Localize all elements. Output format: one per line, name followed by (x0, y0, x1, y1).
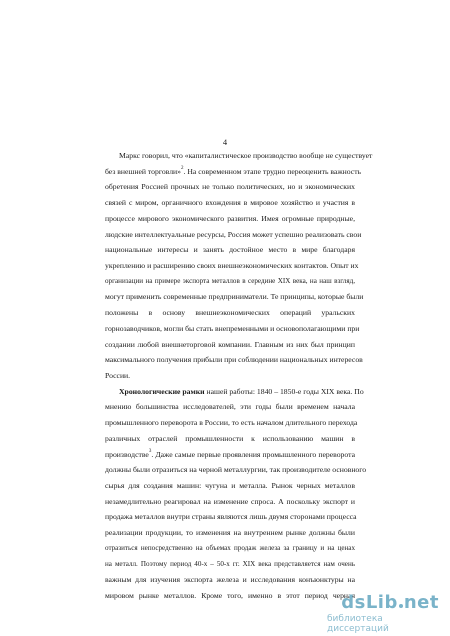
text-line: связей с миром, органичного вхождения в мировое хозяйство и участия в (105, 198, 355, 208)
site-watermark (327, 592, 439, 634)
text-line: производстве$^3$. Даже самые первые проявления промышленного переворота (105, 448, 355, 459)
footnote-ref: 2 (181, 165, 184, 171)
text-line: на металл. Поэтому период 40-х – 50-х гг. XIX века представляется нам очень (105, 559, 355, 568)
text-line: Хронологические рамки нашей работы: 1840 – 1850-е годы XIX века. По (119, 386, 364, 396)
text-line: максимального получения прибыли при соблюдении национальных интересов (105, 355, 363, 365)
text-line: без внешней торговли»$^2$. На современном этапе трудно переоценить важность (105, 165, 362, 176)
text-line: сырья для создания машин: чугуна и металла. Рынок черных металлов (105, 481, 355, 490)
text-line: обретения Россией прочных не только политических, но и экономических (105, 182, 355, 192)
text-line: Маркс говорил, что «капиталистическое производство вообще не существует (119, 151, 373, 160)
text-line: продажа металлов внутри страны являются лишь двумя сторонами процесса (105, 512, 357, 522)
watermark-logo: dsLib net (341, 592, 439, 613)
text-line: мировом рынке металлов. Кроме того, именно в этот период черная (105, 591, 355, 600)
text-line: мнению большинства исследователей, эти годы были временем начала (105, 402, 355, 412)
text-line: России. (105, 371, 131, 380)
text-line: важным для изучения экспорта железа и исследования конъюнктуры на (105, 575, 355, 585)
text-line: укреплению и расширению своих внешнеэкономических контактов. Опыт их (105, 261, 359, 270)
text-line: национальные интересы и занять достойное место в мире благодаря (105, 245, 355, 255)
text-line: людские интеллектуальные ресурсы, Россия может успешно реализовать свои (105, 229, 362, 239)
footnote-ref: 3 (148, 448, 152, 454)
text-line: могут применить современные предприниматели. Те принципы, которые были (105, 292, 364, 302)
text-line: реализации продукции, то изменения на внутреннем рынке должны были (105, 528, 355, 538)
text-line: процессе мирового экономического развития. Имея огромные природные, (105, 213, 355, 223)
page-number: 4 (222, 137, 228, 147)
text-line: создании любой внешнеторговой компании. Главным из них был принцип (105, 339, 355, 349)
text-line: должны были отразиться на черной металлургии, так производителе основного (105, 465, 367, 475)
text-line: положены в основу внешнеэкономических операций уральских (105, 308, 355, 318)
text-line: отразиться непосредственно на объемах продаж железа за границу и на ценах (105, 543, 355, 552)
text-line: незамедлительно реагировал на изменение спроса. А поскольку экспорт и (105, 496, 355, 506)
text-line: организации на примере экспорта металлов в середине XIX века, на наш взгляд, (105, 276, 355, 285)
text-line: различных отраслей промышленности к использованию машин в (105, 433, 355, 443)
section-heading: Хронологические рамки (119, 386, 205, 396)
text-line: промышленного переворота в России, то есть началом длительного перехода (105, 418, 358, 428)
text-line: горнозаводчиков, могли бы стать внепременными и основополагающими при (105, 323, 360, 333)
watermark-subtitle: библиотека диссертаций (327, 614, 389, 634)
